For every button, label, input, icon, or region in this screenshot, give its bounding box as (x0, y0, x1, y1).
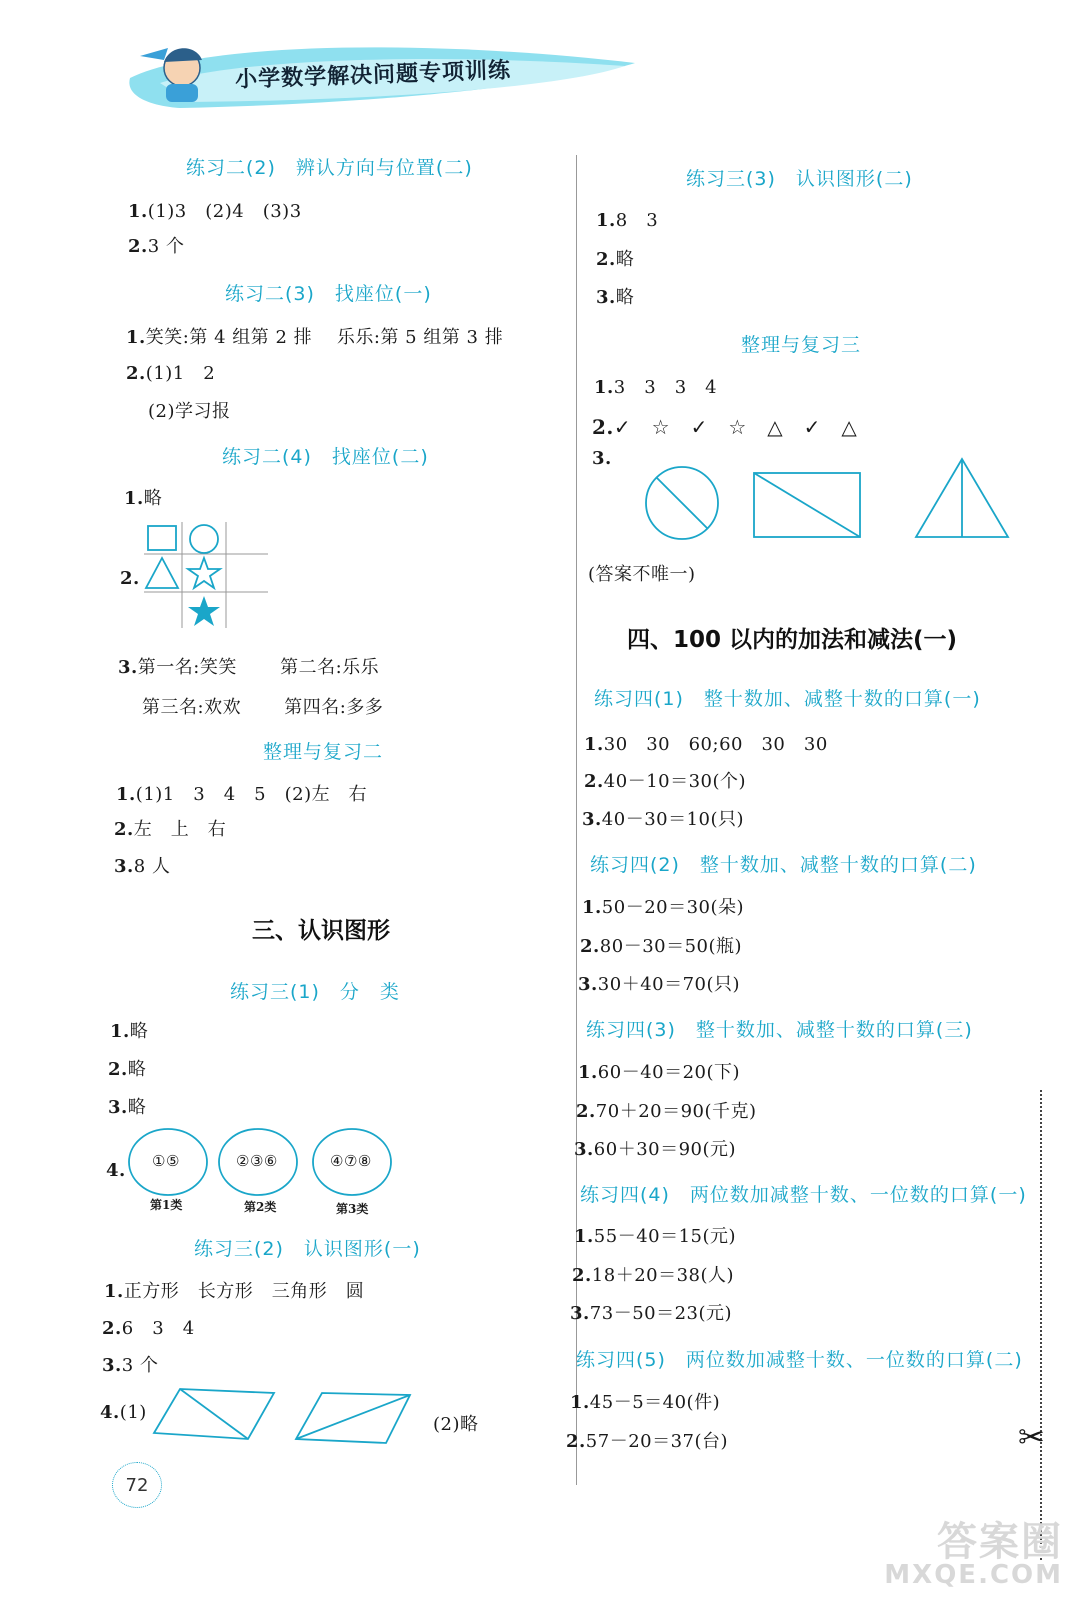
section-title: 练习二(4) 找座位(二) (222, 446, 429, 468)
answer-line: (2)学习报 (148, 401, 231, 422)
section-title: 练习二(2) 辨认方向与位置(二) (186, 157, 473, 179)
answer-line: 1.30 30 60;60 30 30 (584, 734, 828, 755)
category-label: 第1类 (150, 1198, 183, 1212)
section-title: 练习二(3) 找座位(一) (225, 283, 432, 305)
answer-line: 3.73－50＝23(元) (570, 1303, 733, 1324)
answer-line: 1.略 (124, 488, 163, 509)
answer-line: 1.50－20＝30(朵) (582, 897, 745, 918)
header-title: 小学数学解决问题专项训练 (234, 58, 512, 93)
answer-line: 3.8 人 (114, 856, 171, 877)
answer-line: 2.(1)1 2 (126, 363, 216, 384)
section-title: 练习四(5) 两位数加减整十数、一位数的口算(二) (576, 1349, 1023, 1371)
answer-line: 1.55－40＝15(元) (574, 1226, 737, 1247)
answer-line: 1.45－5＝40(件) (570, 1392, 721, 1413)
category-members: ④⑦⑧ (330, 1152, 372, 1170)
answer-line: 3.60＋30＝90(元) (574, 1139, 737, 1160)
answer-line: 3. (592, 448, 612, 469)
section-title: 练习四(3) 整十数加、减整十数的口算(三) (586, 1019, 973, 1041)
page-number: 72 (112, 1462, 162, 1508)
answer-line: 2.左 上 右 (114, 819, 227, 840)
answer-line: 3.略 (596, 287, 635, 308)
section-title: 练习四(2) 整十数加、减整十数的口算(二) (590, 854, 977, 876)
section-title: 练习三(2) 认识图形(一) (194, 1238, 421, 1260)
answer-line: 2.3 个 (128, 236, 185, 257)
answer-line: 1.3 3 3 4 (594, 377, 718, 398)
chapter-title: 四、100 以内的加法和减法(一) (627, 627, 958, 653)
answer-line: 1.笑笑:第 4 组第 2 排 乐乐:第 5 组第 3 排 (126, 327, 504, 348)
cut-line (1040, 1090, 1042, 1560)
answer-line: 第三名:欢欢 第四名:多多 (142, 697, 384, 718)
category-label: 第2类 (244, 1200, 277, 1214)
chapter-title: 三、认识图形 (252, 918, 390, 944)
answer-line: (2)略 (433, 1414, 479, 1435)
section-title: 练习三(3) 认识图形(二) (686, 168, 913, 190)
scissors-icon: ✂ (1018, 1418, 1045, 1456)
answer-line: 2.✓ ☆ ✓ ☆ △ ✓ △ (592, 415, 858, 439)
answer-line: 2.40－10＝30(个) (584, 771, 747, 792)
answer-line: 4. (106, 1160, 126, 1181)
answer-line: 2.70＋20＝90(千克) (576, 1101, 757, 1122)
answer-line: 3.第一名:笑笑 第二名:乐乐 (118, 657, 380, 678)
answer-line: 1.正方形 长方形 三角形 圆 (104, 1281, 365, 1302)
star-outline-icon (188, 558, 220, 588)
answer-line: 4.(1) (100, 1402, 147, 1423)
answer-line: 1.(1)3 (2)4 (3)3 (128, 201, 302, 222)
answer-line: 3.40－30＝10(只) (582, 809, 745, 830)
section-title: 练习四(1) 整十数加、减整十数的口算(一) (594, 688, 981, 710)
section-title: 练习三(1) 分 类 (230, 981, 400, 1003)
answer-line: 3.略 (108, 1097, 147, 1118)
answer-line: 2.57－20＝37(台) (566, 1431, 729, 1452)
category-label: 第3类 (336, 1202, 369, 1216)
answer-line: 2.略 (596, 249, 635, 270)
section-title: 整理与复习三 (741, 334, 862, 356)
triangle-icon (146, 558, 178, 588)
answer-line: 2.6 3 4 (102, 1318, 195, 1339)
divided-shapes-figure (640, 455, 1020, 545)
watermark: 答案圈 MXQE.COM (884, 1519, 1063, 1590)
answer-line: 2. (120, 568, 140, 589)
section-title: 整理与复习二 (263, 741, 384, 763)
answer-line: 1.(1)1 3 4 5 (2)左 右 (116, 784, 368, 805)
circle-icon (190, 525, 218, 553)
parallelogram-figures (150, 1385, 420, 1447)
star-filled-icon (188, 596, 220, 626)
answer-line: 2.略 (108, 1059, 147, 1080)
answer-line: 1.略 (110, 1021, 149, 1042)
category-members: ①⑤ (152, 1152, 180, 1170)
answer-line: 1.60－40＝20(下) (578, 1062, 741, 1083)
answer-line: 3.30＋40＝70(只) (578, 974, 741, 995)
answer-line: 3.3 个 (102, 1355, 159, 1376)
square-icon (148, 526, 176, 550)
section-title: 练习四(4) 两位数加减整十数、一位数的口算(一) (580, 1184, 1027, 1206)
answer-note: (答案不唯一) (588, 564, 696, 585)
shape-grid-figure (140, 520, 270, 630)
answer-line: 2.80－30＝50(瓶) (580, 936, 743, 957)
answer-line: 1.8 3 (596, 210, 659, 231)
answer-line: 2.18＋20＝38(人) (572, 1265, 735, 1286)
category-members: ②③⑥ (236, 1152, 278, 1170)
